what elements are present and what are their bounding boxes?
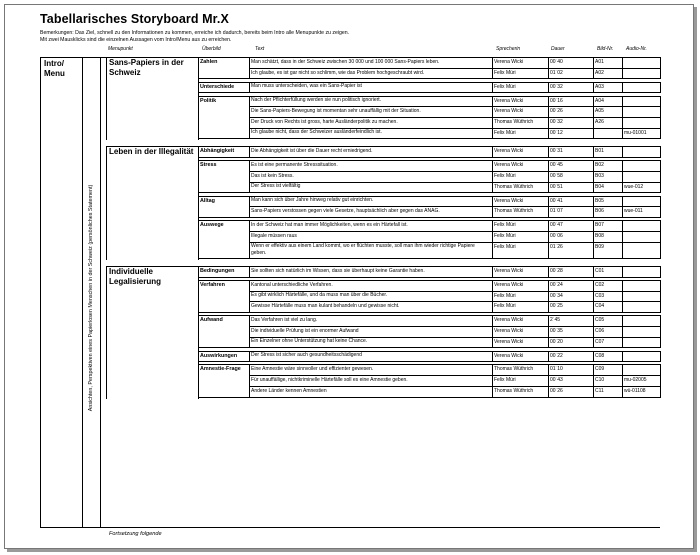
remark-line-2: Mit zwei Mausklicks sind die einzelnen Aussagen vom Intro/Menu aus zu erreichen. [40,37,232,43]
column-divider [548,160,549,193]
subsection-bottom-border [198,92,249,93]
row-bottom-border [249,277,660,278]
row-top-border [249,206,660,207]
row-top-border [249,291,660,292]
row-image-id: B02 [595,162,604,169]
column-divider [492,82,493,94]
row-speaker: Thomas Wüthrich [494,118,534,125]
column-divider [660,364,661,397]
row-duration: 00´34 [550,292,563,299]
row-image-id: B08 [595,232,604,239]
row-duration: 01´02 [550,69,563,76]
row-bottom-border [249,397,660,398]
row-speaker: Verena Wicki [494,162,524,169]
column-divider [593,280,594,313]
menu-left-border [40,57,41,527]
row-text: Sie sollten sich natürlich im Wissen, dass sie überhaupt keine Garantie haben. [251,267,425,274]
subsection-label: Zahlen [200,59,218,65]
row-speaker: Thomas Wüthrich [494,366,534,373]
row-top-border [249,231,660,232]
row-image-id: C04 [595,303,605,310]
subsection-top-border [198,220,249,221]
row-image-id: B05 [595,197,604,204]
row-bottom-border [249,78,660,79]
row-speaker: Felix Müri [494,243,516,250]
column-divider [660,266,661,278]
row-text: Ich glaube nicht, dass der Schweizer ausländerfeindlich ist. [251,129,382,136]
row-speaker: Felix Müri [494,172,516,179]
row-speaker: Felix Müri [494,232,516,239]
row-text: Das ist kein Stress. [251,172,294,179]
column-divider [492,57,493,79]
row-duration: 00´51 [550,183,563,190]
column-divider [622,82,623,94]
row-top-border [249,375,660,376]
column-divider [622,280,623,313]
row-duration: 01´10 [550,366,563,373]
table-bottom-border [40,527,660,528]
row-image-id: C10 [595,377,605,384]
row-top-border [249,326,660,327]
subsection-bottom-border [198,78,249,79]
column-divider [593,146,594,158]
column-divider [492,96,493,140]
row-bottom-border [249,138,660,139]
row-text: Die Abhängigkeit ist über die Dauer recht erniedrigend. [251,148,373,155]
column-divider [593,57,594,79]
column-divider [249,82,250,94]
section-top-border [106,146,198,147]
row-speaker: Verena Wicki [494,338,524,345]
row-top-border [249,68,660,69]
row-top-border [249,182,660,183]
column-divider [660,220,661,259]
row-image-id: B06 [595,208,604,215]
row-speaker: Verena Wicki [494,327,524,334]
row-text: Die individuelle Prüfung ist ein enormer Aufwand [251,327,359,334]
vertical-column-border [100,57,101,527]
subsection-top-border [198,160,249,161]
section-right-border [198,146,199,260]
column-divider [593,364,594,397]
column-divider [660,57,661,79]
row-image-id: B04 [595,183,604,190]
subsection-label: Auswirkungen [200,352,238,359]
row-image-id: A01 [595,59,604,65]
column-divider [249,315,250,348]
row-speaker: Verena Wicki [494,108,524,115]
subsection-bottom-border [198,361,249,362]
row-duration: 00´12 [550,129,563,136]
row-text: Andere Länder kennen Amnestien [251,387,327,394]
row-text: Die Sans-Papiers-Bewegung ist momentan sehr unauffällig mit der Situation. [251,108,421,114]
column-divider [249,146,250,158]
section-top-border [106,266,198,267]
column-divider [622,364,623,397]
column-divider [548,220,549,259]
row-speaker: Verena Wicki [494,281,524,288]
column-divider [249,57,250,79]
row-text: Es gibt wirklich Härtefälle, und da muss man über die Bücher. [251,292,388,299]
row-image-id: A04 [595,97,604,104]
subsection-bottom-border [198,397,249,398]
row-speaker: Verena Wicki [494,59,524,65]
row-audio-id: mu-02005 [624,377,647,384]
row-bottom-border [249,92,660,93]
row-audio-id: wue-012 [624,183,644,190]
row-image-id: C05 [595,317,605,324]
column-divider [593,220,594,259]
subsection-bottom-border [198,258,249,259]
section-left-border [106,266,107,399]
header-dauer: Dauer [551,46,565,52]
column-divider [548,82,549,94]
column-divider [548,315,549,348]
row-top-border [249,96,660,97]
row-speaker: Thomas Wüthrich [494,183,534,190]
column-divider [660,96,661,140]
section-title: Sans-Papiers in der Schweiz [109,58,184,77]
row-top-border [249,106,660,107]
subsection-bottom-border [198,217,249,218]
row-speaker: Verena Wicki [494,197,524,204]
section-title: Individuelle Legalisierung [109,267,162,287]
table-top-border [40,57,660,58]
row-image-id: C07 [595,338,605,345]
row-duration: 00´43 [550,377,563,384]
row-image-id: C01 [595,268,605,275]
row-speaker: Felix Müri [494,222,516,229]
row-top-border [249,146,660,147]
row-text: Für unauffällige, nichtkriminelle Härtefälle soll es eine Amnestie geben. [251,376,408,383]
column-divider [548,96,549,140]
column-divider [622,266,623,278]
subsection-label: Abhängigkeit [200,148,235,155]
section-left-border [106,57,107,140]
section-left-border [106,146,107,260]
row-speaker: Felix Müri [494,377,516,384]
row-top-border [249,82,660,83]
header-bild: Bild-Nr. [597,46,614,52]
row-speaker: Verena Wicki [494,97,524,104]
row-duration: 2´45 [550,317,561,324]
row-top-border [249,351,660,352]
row-text: In der Schweiz hat man immer Möglichkeiten, wenn es ein Härtefall ist. [251,221,408,228]
row-duration: 00´16 [550,97,563,104]
column-divider [622,220,623,259]
row-bottom-border [249,258,660,259]
row-duration: 00´24 [550,281,563,288]
subsection-label: Auswege [200,222,224,229]
subsection-label: Unterschiede [200,83,235,90]
column-divider [492,315,493,348]
column-divider [492,280,493,313]
row-top-border [249,280,660,281]
subsection-top-border [198,96,249,97]
column-divider [249,280,250,313]
subsection-bottom-border [198,347,249,348]
row-audio-id: mu-01001 [624,129,647,136]
subsection-top-border [198,364,249,365]
row-image-id: C11 [595,387,604,394]
column-divider [548,351,549,363]
column-divider [622,315,623,348]
header-sprecher: Sprecherin [496,46,521,52]
row-duration: 00´45 [550,162,563,169]
row-image-id: C08 [595,352,605,359]
subsection-top-border [198,196,249,197]
row-bottom-border [249,312,660,313]
column-divider [249,351,250,363]
row-audio-id: wue-011 [624,208,643,215]
row-speaker: Thomas Wüthrich [494,208,534,215]
row-top-border [249,171,660,172]
column-divider [660,315,661,348]
section-title: Leben in der Illegalität [109,147,194,157]
column-divider [548,146,549,158]
row-top-border [249,337,660,338]
vertical-statement: Ansichten, Perspektiven eines Papierlosen Menschen in der Schweiz (persönliches Statement) [88,184,94,412]
row-text: Man schätzt, dass in der Schweiz zwischen 30 000 und 100 000 Sans-Papiers leben. [251,58,440,65]
subsection-label: Bedingungen [200,268,235,275]
row-text: Sans-Papiers verstossen gegen viele Gesetze, hauptsächlich aber gegen das ANAG. [251,208,440,214]
column-divider [660,351,661,363]
row-image-id: A02 [595,69,604,76]
row-audio-id: wü-01108 [624,387,646,394]
header-menupunkt: Menupunkt [108,46,133,52]
subsection-label: Verfahren [200,281,225,288]
remark-line-1: Bemerkungen: Das Ziel, schnell zu den Informationen zu kommen, erreiche ich dadurch, bereits beim Intro alle Menupunkte zu zeigen. [40,30,350,36]
row-speaker: Felix Müri [494,129,516,136]
row-image-id: B07 [595,222,604,229]
subsection-bottom-border [198,277,249,278]
column-divider [593,351,594,363]
row-top-border [249,220,660,221]
subsection-label: Politik [200,97,217,104]
row-text: Wenn er effektiv aus einem Land kommt, wo er flüchten musste, soll man ihm wieder richtige Papiere geben. [251,243,475,256]
column-divider [622,146,623,158]
row-duration: 00´32 [550,83,563,90]
row-image-id: B01 [595,148,604,155]
column-divider [593,196,594,218]
row-top-border [249,386,660,387]
column-divider [249,266,250,278]
column-divider [548,57,549,79]
column-divider [593,96,594,140]
column-divider [548,364,549,397]
column-divider [660,146,661,158]
subsection-top-border [198,315,249,316]
row-duration: 00´20 [550,338,563,345]
row-top-border [249,266,660,267]
subsection-bottom-border [198,157,249,158]
row-duration: 00´47 [550,222,563,229]
row-speaker: Felix Müri [494,83,516,90]
column-divider [492,196,493,218]
row-text: Man muss unterscheiden, was ein Sans-Papier ist [251,83,362,90]
column-divider [593,160,594,193]
row-speaker: Verena Wicki [494,317,524,324]
row-speaker: Verena Wicki [494,352,524,359]
row-duration: 00´35 [550,327,563,334]
subsection-top-border [198,146,249,147]
row-top-border [249,301,660,302]
row-speaker: Felix Müri [494,292,516,299]
column-divider [492,146,493,158]
subsection-top-border [198,280,249,281]
column-divider [492,160,493,193]
column-divider [593,266,594,278]
column-divider [593,82,594,94]
row-speaker: Verena Wicki [494,268,524,275]
row-bottom-border [249,347,660,348]
row-image-id: C03 [595,292,605,299]
continuation-note: Fortsetzung folgende [109,531,162,537]
row-text: Der Stress ist vielfältig [251,183,301,190]
row-text: Ein Einzelner ohne Unterstützung hat keine Chance. [251,338,368,345]
subsection-label: Amnestie-Frage [200,366,241,373]
row-top-border [249,128,660,129]
row-duration: 00´31 [550,148,563,155]
row-top-border [249,196,660,197]
row-image-id: B09 [595,243,604,250]
row-image-id: C06 [595,327,605,334]
row-bottom-border [249,361,660,362]
column-divider [249,196,250,218]
subsection-bottom-border [198,192,249,193]
row-image-id: C02 [595,281,605,288]
row-text: Illegale müssen raus [251,232,297,239]
column-divider [593,315,594,348]
menu-label: Intro/ Menu [44,59,65,78]
column-divider [492,220,493,259]
subsection-top-border [198,351,249,352]
subsection-top-border [198,266,249,267]
subsection-bottom-border [198,138,249,139]
row-bottom-border [249,217,660,218]
column-divider [249,220,250,259]
subsection-bottom-border [198,312,249,313]
column-divider [660,196,661,218]
column-divider [660,82,661,94]
row-speaker: Felix Müri [494,303,516,310]
row-text: Es ist eine permanente Stresssituation. [251,162,338,168]
row-image-id: B03 [595,172,604,179]
row-text: Nach der Pflichterfüllung werden sie nun politisch ignoriert. [251,97,382,104]
section-right-border [198,266,199,399]
row-duration: 00´32 [550,118,563,125]
column-divider [492,364,493,397]
row-duration: 01´07 [550,208,563,215]
row-image-id: A05 [595,108,604,115]
row-image-id: A03 [595,83,604,90]
column-divider [249,364,250,397]
column-divider [492,351,493,363]
row-image-id: A26 [595,118,604,125]
column-divider [249,160,250,193]
row-duration: 00´28 [550,268,563,275]
document-title: Tabellarisches Storyboard Mr.X [40,12,229,26]
row-text: Man kann sich über Jahre hinweg relativ gut einrichten. [251,197,374,204]
row-duration: 00´22 [550,352,563,359]
row-top-border [249,160,660,161]
row-bottom-border [249,192,660,193]
row-duration: 00´25 [550,303,563,310]
column-divider [622,96,623,140]
row-text: Das Verfahren ist viel zu lang. [251,317,318,324]
row-speaker: Verena Wicki [494,148,524,155]
subsection-label: Alltag [200,197,215,204]
column-divider [548,266,549,278]
subsection-label: Stress [200,162,217,169]
section-right-border [198,57,199,140]
row-duration: 00´58 [550,172,563,179]
row-text: Der Stress ist sicher auch gesundheitsschädigend [251,352,362,359]
column-divider [622,351,623,363]
header-oberbild: Überbild [202,46,221,52]
row-duration: 00´40 [550,59,563,65]
column-divider [622,196,623,218]
column-divider [660,160,661,193]
row-top-border [249,117,660,118]
row-text: Kantonal unterschiedliche Verfahren. [251,281,333,288]
row-speaker: Thomas Wüthrich [494,387,534,394]
row-bottom-border [249,157,660,158]
column-divider [548,196,549,218]
row-text: Ich glaube, es ist gar nicht so schlimm, wie das Problem hochgeschraubt wird. [251,69,425,76]
column-divider [548,280,549,313]
column-divider [622,57,623,79]
row-image-id: C09 [595,366,605,373]
header-audio: Audio-Nr. [626,46,647,52]
row-top-border [249,315,660,316]
row-duration: 00´26 [550,108,563,115]
column-divider [492,266,493,278]
column-divider [622,160,623,193]
subsection-label: Aufwand [200,317,223,324]
row-duration: 00´41 [550,197,563,204]
row-top-border [249,242,660,243]
row-speaker: Felix Müri [494,69,516,76]
subsection-top-border [198,82,249,83]
row-duration: 00´06 [550,232,563,239]
row-top-border [249,364,660,365]
header-text: Text [255,46,265,52]
row-text: Gewisse Härtefälle muss man kulant behandeln und gewisse nicht. [251,303,400,310]
row-duration: 00´26 [550,387,563,394]
row-duration: 01´26 [550,243,563,250]
row-text: Eine Amnestie wäre sinnvoller und effizienter gewesen. [251,366,374,373]
column-divider [249,96,250,140]
column-divider [660,280,661,313]
row-text: Der Druck von Rechts ist gross, harte Ausländerpolitik zu machen. [251,118,398,125]
